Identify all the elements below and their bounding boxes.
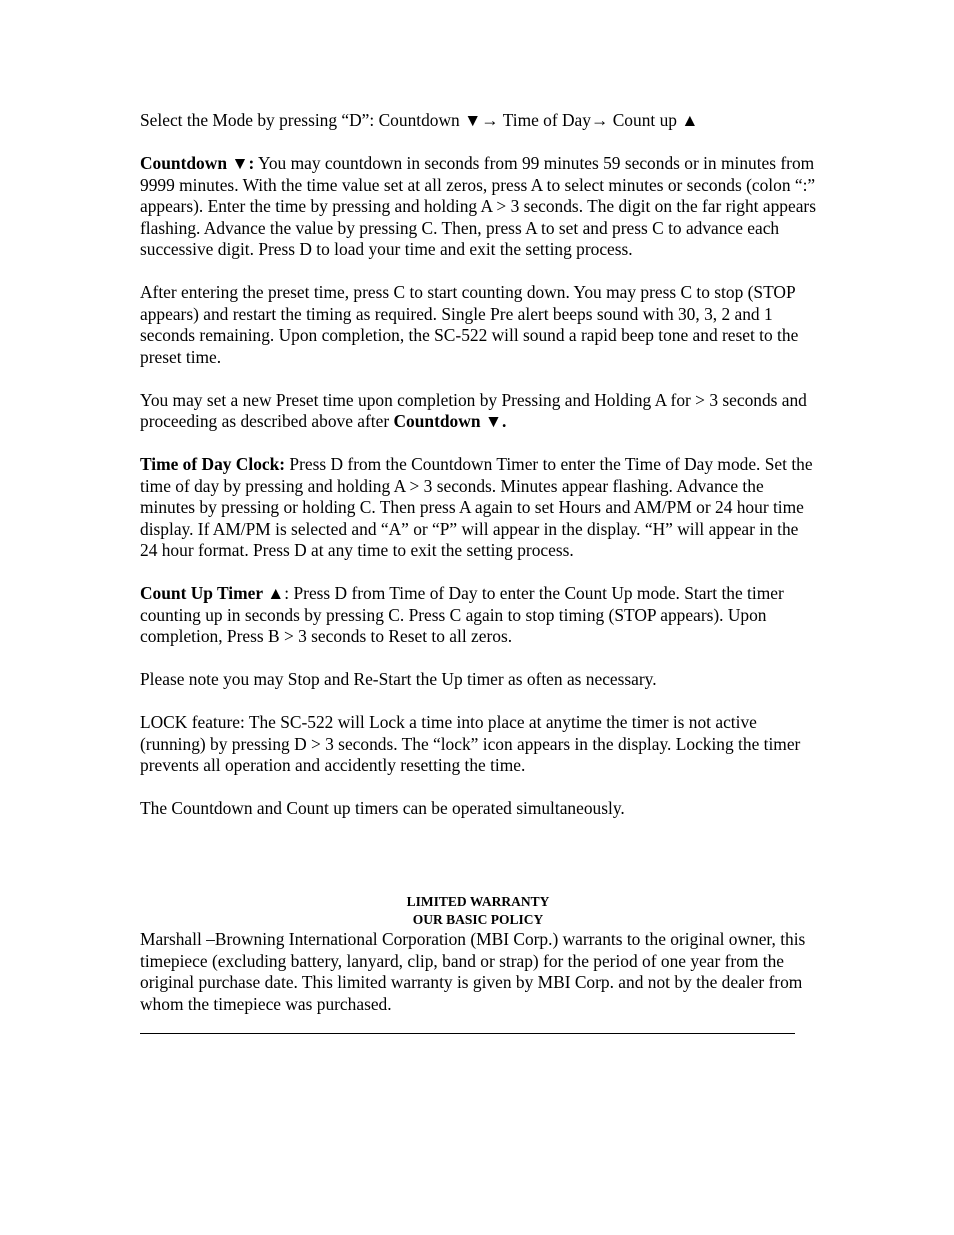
document-page [140, 110, 816, 1034]
lock-paragraph: LOCK feature: The SC-522 will Lock a time into place at anytime the timer is not active (running) by pressing D > 3 seconds. The “lock” icon appears in the display. Locking the timer prevents all operation and accidently resetting the time. [140, 712, 801, 775]
new-preset-bold: Countdown ▼. [393, 411, 507, 431]
new-preset-paragraph [140, 390, 816, 433]
horizontal-rule [140, 1033, 795, 1034]
countdown-heading: Countdown ▼: [140, 153, 255, 173]
simultaneous-paragraph: The Countdown and Count up timers can be operated simultaneously. [140, 798, 625, 818]
section-spacer [140, 841, 816, 893]
time-of-day-paragraph [140, 454, 816, 562]
warranty-title: LIMITED WARRANTY [406, 894, 550, 909]
countdown-paragraph [140, 153, 816, 261]
time-of-day-text: Press D from the Countdown Timer to enter the Time of Day mode. Set the time of day by pressing and holding A > 3 seconds. Minutes appear flashing. Advance the minutes by pressing or holding C. Then press A again to set Hours and AM/PM or 24 hour time display. If AM/PM is selected and “A” or “P” will appear in the display. “H” will appear in the 24 hour format. Press D at any time to exit the setting process. [140, 454, 813, 560]
count-up-heading: Count Up Timer ▲ [140, 583, 285, 603]
count-up-text: : Press D from Time of Day to enter the Count Up mode. Start the timer counting up in seconds by pressing C. Press C again to stop timing (STOP appears). Upon completion, Press B > 3 seconds to Reset to all zeros. [140, 583, 784, 646]
mode-select-paragraph: Select the Mode by pressing “D”: Countdown ▼→ Time of Day→ Count up ▲ [140, 110, 699, 130]
warranty-subtitle: OUR BASIC POLICY [412, 912, 544, 927]
note-paragraph: Please note you may Stop and Re-Start the Up timer as often as necessary. [140, 669, 657, 689]
time-of-day-heading: Time of Day Clock: [140, 454, 286, 474]
countdown-text: You may countdown in seconds from 99 minutes 59 seconds or in minutes from 9999 minutes. With the time value set at all zeros, press A to select minutes or seconds (colon “:” appears). Enter the time by pressing and holding A > 3 seconds. The digit on the far right appears flashing. Advance the value by pressing C. Then, press A to set and press C to advance each successive digit. Press D to load your time and exit the setting process. [140, 153, 816, 259]
new-preset-text: You may set a new Preset time upon completion by Pressing and Holding A for > 3 seconds and proceeding as described above after [140, 389, 807, 431]
preset-paragraph: After entering the preset time, press C to start counting down. You may press C to stop (STOP appears) and restart the timing as required. Single Pre alert beeps sound with 30, 3, 2 and 1 seconds remaining. Upon completion, the SC-522 will sound a rapid beep tone and reset to the preset time. [140, 282, 799, 367]
count-up-paragraph [140, 583, 816, 648]
warranty-paragraph: Marshall –Browning International Corporation (MBI Corp.) warrants to the original owner, this timepiece (excluding battery, lanyard, clip, band or strap) for the period of one year from the original purchase date. This limited warranty is given by MBI Corp. and not by the dealer from whom the timepiece was purchased. [140, 929, 806, 1014]
